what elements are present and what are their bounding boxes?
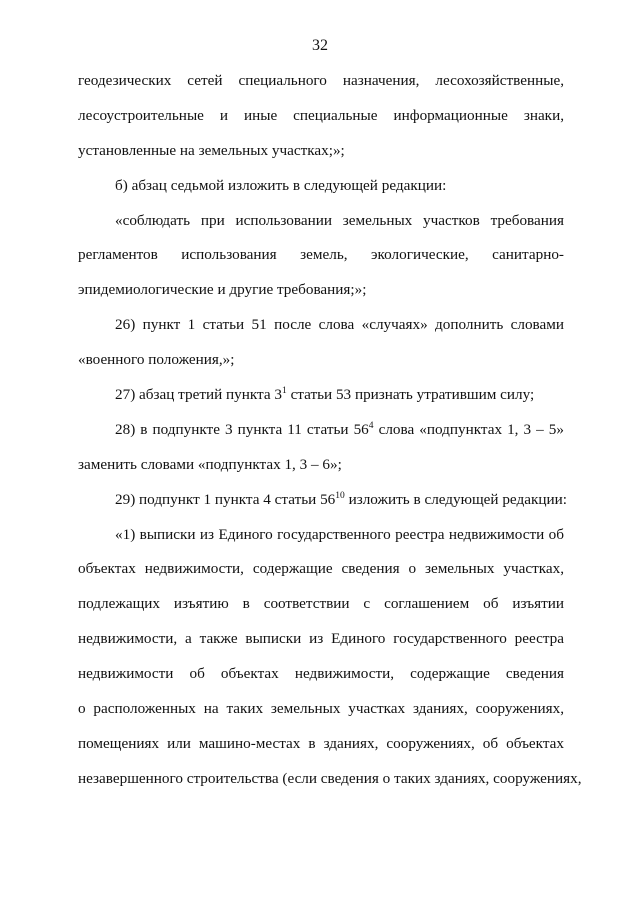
text-fragment: 28) в подпункте 3 пункта 11 статьи 56 [115, 420, 369, 438]
text-line: 26) пункт 1 статьи 51 после слова «случаях» дополнить словами [115, 316, 564, 334]
text-line: незавершенного строительства (если сведения о таких зданиях, сооружениях, [78, 769, 582, 787]
text-line: «соблюдать при использовании земельных участков требования [115, 211, 564, 229]
superscript: 10 [335, 490, 345, 501]
superscript: 4 [368, 420, 374, 431]
text-line: установленные на земельных участках;»; [78, 141, 345, 159]
text-line: геодезических сетей специального назначения, лесохозяйственные, [78, 72, 564, 89]
text-fragment: статьи 53 признать утратившим силу; [286, 386, 535, 404]
text-fragment: слова «подпунктах 1, 3 – 5» [373, 420, 564, 438]
text-line: «военного положения,»; [78, 351, 235, 369]
text-line: «1) выписки из Единого государственного реестра недвижимости об [115, 525, 564, 543]
text-fragment: 29) подпункт 1 пункта 4 статьи 56 [115, 490, 336, 508]
text-line: о расположенных на таких земельных участках зданиях, сооружениях, [78, 700, 564, 718]
text-line [78, 420, 564, 455]
text-line [78, 385, 564, 420]
text-line: недвижимости об объектах недвижимости, содержащие сведения [78, 665, 564, 683]
text-fragment: изложить в следующей редакции: [344, 490, 567, 508]
page-number: 32 [312, 37, 328, 54]
text-line: регламентов использования земель, экологические, санитарно- [78, 246, 564, 264]
text-line: эпидемиологические и другие требования;»; [78, 281, 367, 299]
text-line: заменить словами «подпунктах 1, 3 – 6»; [78, 455, 342, 473]
text-fragment: 27) абзац третий пункта 3 [115, 386, 283, 404]
text-line: б) абзац седьмой изложить в следующей редакции: [115, 176, 447, 194]
text-line: помещениях или машино-местах в зданиях, сооружениях, об объектах [78, 734, 564, 752]
text-line: лесоустроительные и иные специальные информационные знаки, [78, 106, 564, 124]
superscript: 1 [282, 386, 287, 397]
document-body [78, 71, 582, 804]
text-line: подлежащих изъятию в соответствии с соглашением об изъятии [78, 595, 564, 613]
text-line: объектах недвижимости, содержащие сведения о земельных участках, [78, 560, 564, 578]
text-line: недвижимости, а также выписки из Единого государственного реестра [78, 630, 564, 648]
text-line [78, 490, 567, 525]
